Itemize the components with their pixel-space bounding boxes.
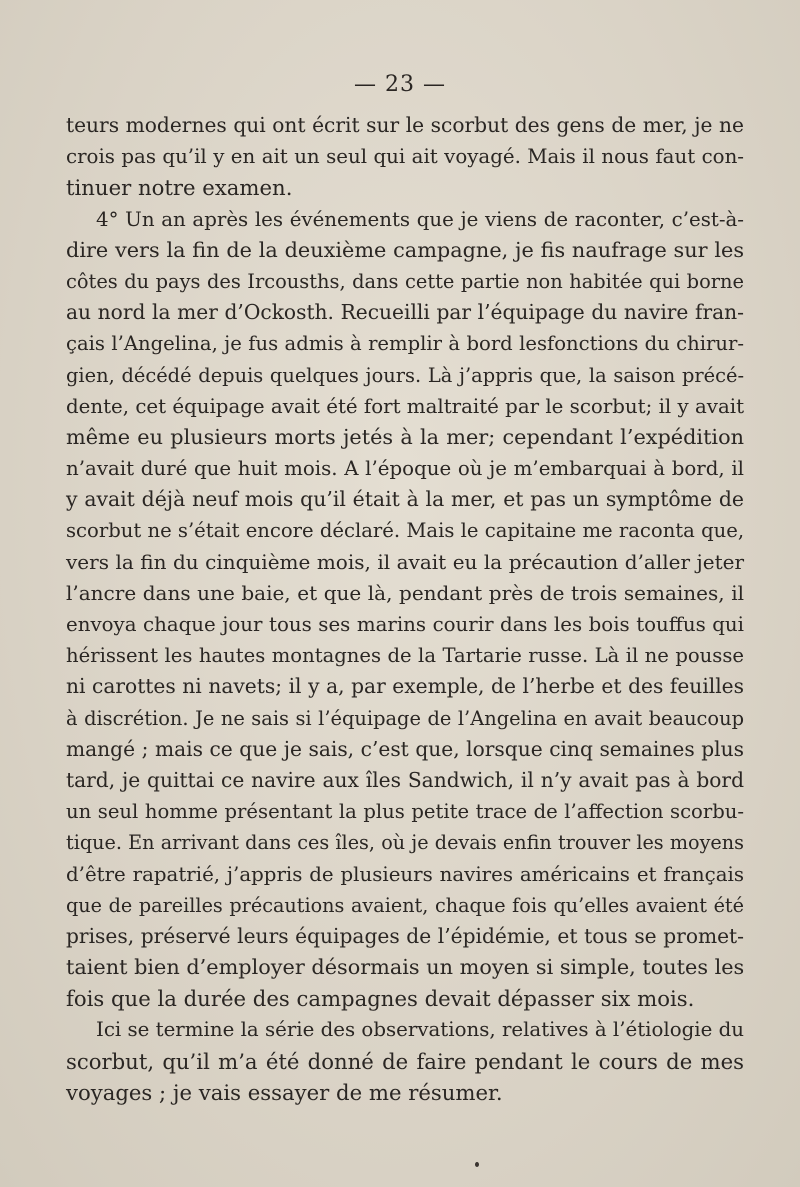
text-line: scorbut ne s’était encore déclaré. Mais le capitaine me raconta que, (66, 519, 745, 543)
paragraph-3 (66, 1014, 744, 1108)
body-text (66, 110, 744, 1108)
text-line: tard, je quittai ce navire aux îles Sandwich, il n’y avait pas à bord (66, 767, 744, 792)
text-line: tinuer notre examen. (66, 175, 293, 201)
text-line: hérissent les hautes montagnes de la Tartarie russe. Là il ne pousse (66, 644, 744, 668)
paragraph-2 (66, 204, 744, 1015)
text-line: teurs modernes qui ont écrit sur le scorbut des gens de mer, je ne (66, 113, 744, 137)
text-line: que de pareilles précautions avaient, chaque fois qu’elles avaient été (66, 893, 744, 917)
text-line: dente, cet équipage avait été fort maltraité par le scorbut; il y avait (66, 394, 745, 418)
text-line: au nord la mer d’Ockosth. Recueilli par l’équipage du navire fran- (66, 300, 744, 325)
text-line: d’être rapatrié, j’appris de plusieurs navires américains et français (66, 862, 744, 886)
text-line: scorbut, qu’il m’a été donné de faire pendant le cours de mes (66, 1048, 744, 1074)
text-line: 4° Un an après les événements que je viens de raconter, c’est-à- (96, 207, 744, 231)
text-line: tique. En arrivant dans ces îles, où je devais enfin trouver les moyens (66, 831, 744, 855)
text-line: prises, préservé leurs équipages de l’épidémie, et tous se promet- (66, 923, 744, 948)
text-line: n’avait duré que huit mois. A l’époque où je m’embarquai à bord, il (66, 457, 744, 481)
text-line: côtes du pays des Ircousths, dans cette partie non habitée qui borne (66, 269, 744, 293)
text-line: crois pas qu’il y en ait un seul qui ait voyagé. Mais il nous faut con- (66, 145, 744, 169)
ink-speck (475, 1162, 479, 1167)
text-line: gien, décédé depuis quelques jours. Là j’appris que, la saison précé- (66, 363, 744, 387)
text-line: dire vers la fin de la deuxième campagne, je fis naufrage sur les (66, 237, 744, 262)
text-line: même eu plusieurs morts jetés à la mer; cependant l’expédition (66, 424, 744, 449)
text-line: fois que la durée des campagnes devait dépasser six mois. (66, 986, 695, 1012)
text-line: ni carottes ni navets; il y a, par exemple, de l’herbe et des feuilles (66, 674, 744, 699)
page-number: — 23 — (354, 72, 446, 97)
text-line: à discrétion. Je ne sais si l’équipage de l’Angelina en avait beaucoup (66, 706, 744, 730)
text-line: çais l’Angelina, je fus admis à remplir à bord lesfonctions du chirur- (66, 332, 744, 356)
text-line: un seul homme présentant la plus petite trace de l’affection scorbu- (66, 800, 744, 824)
text-line: Ici se termine la série des observations, relatives à l’étiologie du (96, 1018, 745, 1042)
text-line: voyages ; je vais essayer de me résumer. (66, 1079, 503, 1105)
text-line: vers la fin du cinquième mois, il avait eu la précaution d’aller jeter (66, 549, 744, 574)
text-line: y avait déjà neuf mois qu’il était à la mer, et pas un symptôme de (66, 487, 744, 512)
text-line: mangé ; mais ce que je sais, c’est que, lorsque cinq semaines plus (66, 736, 744, 761)
text-line: l’ancre dans une baie, et que là, pendant près de trois semaines, il (66, 580, 744, 605)
text-line: taient bien d’employer désormais un moyen si simple, toutes les (66, 955, 745, 980)
paragraph-1 (66, 110, 744, 204)
text-line: envoya chaque jour tous ses marins courir dans les bois touffus qui (66, 613, 744, 636)
